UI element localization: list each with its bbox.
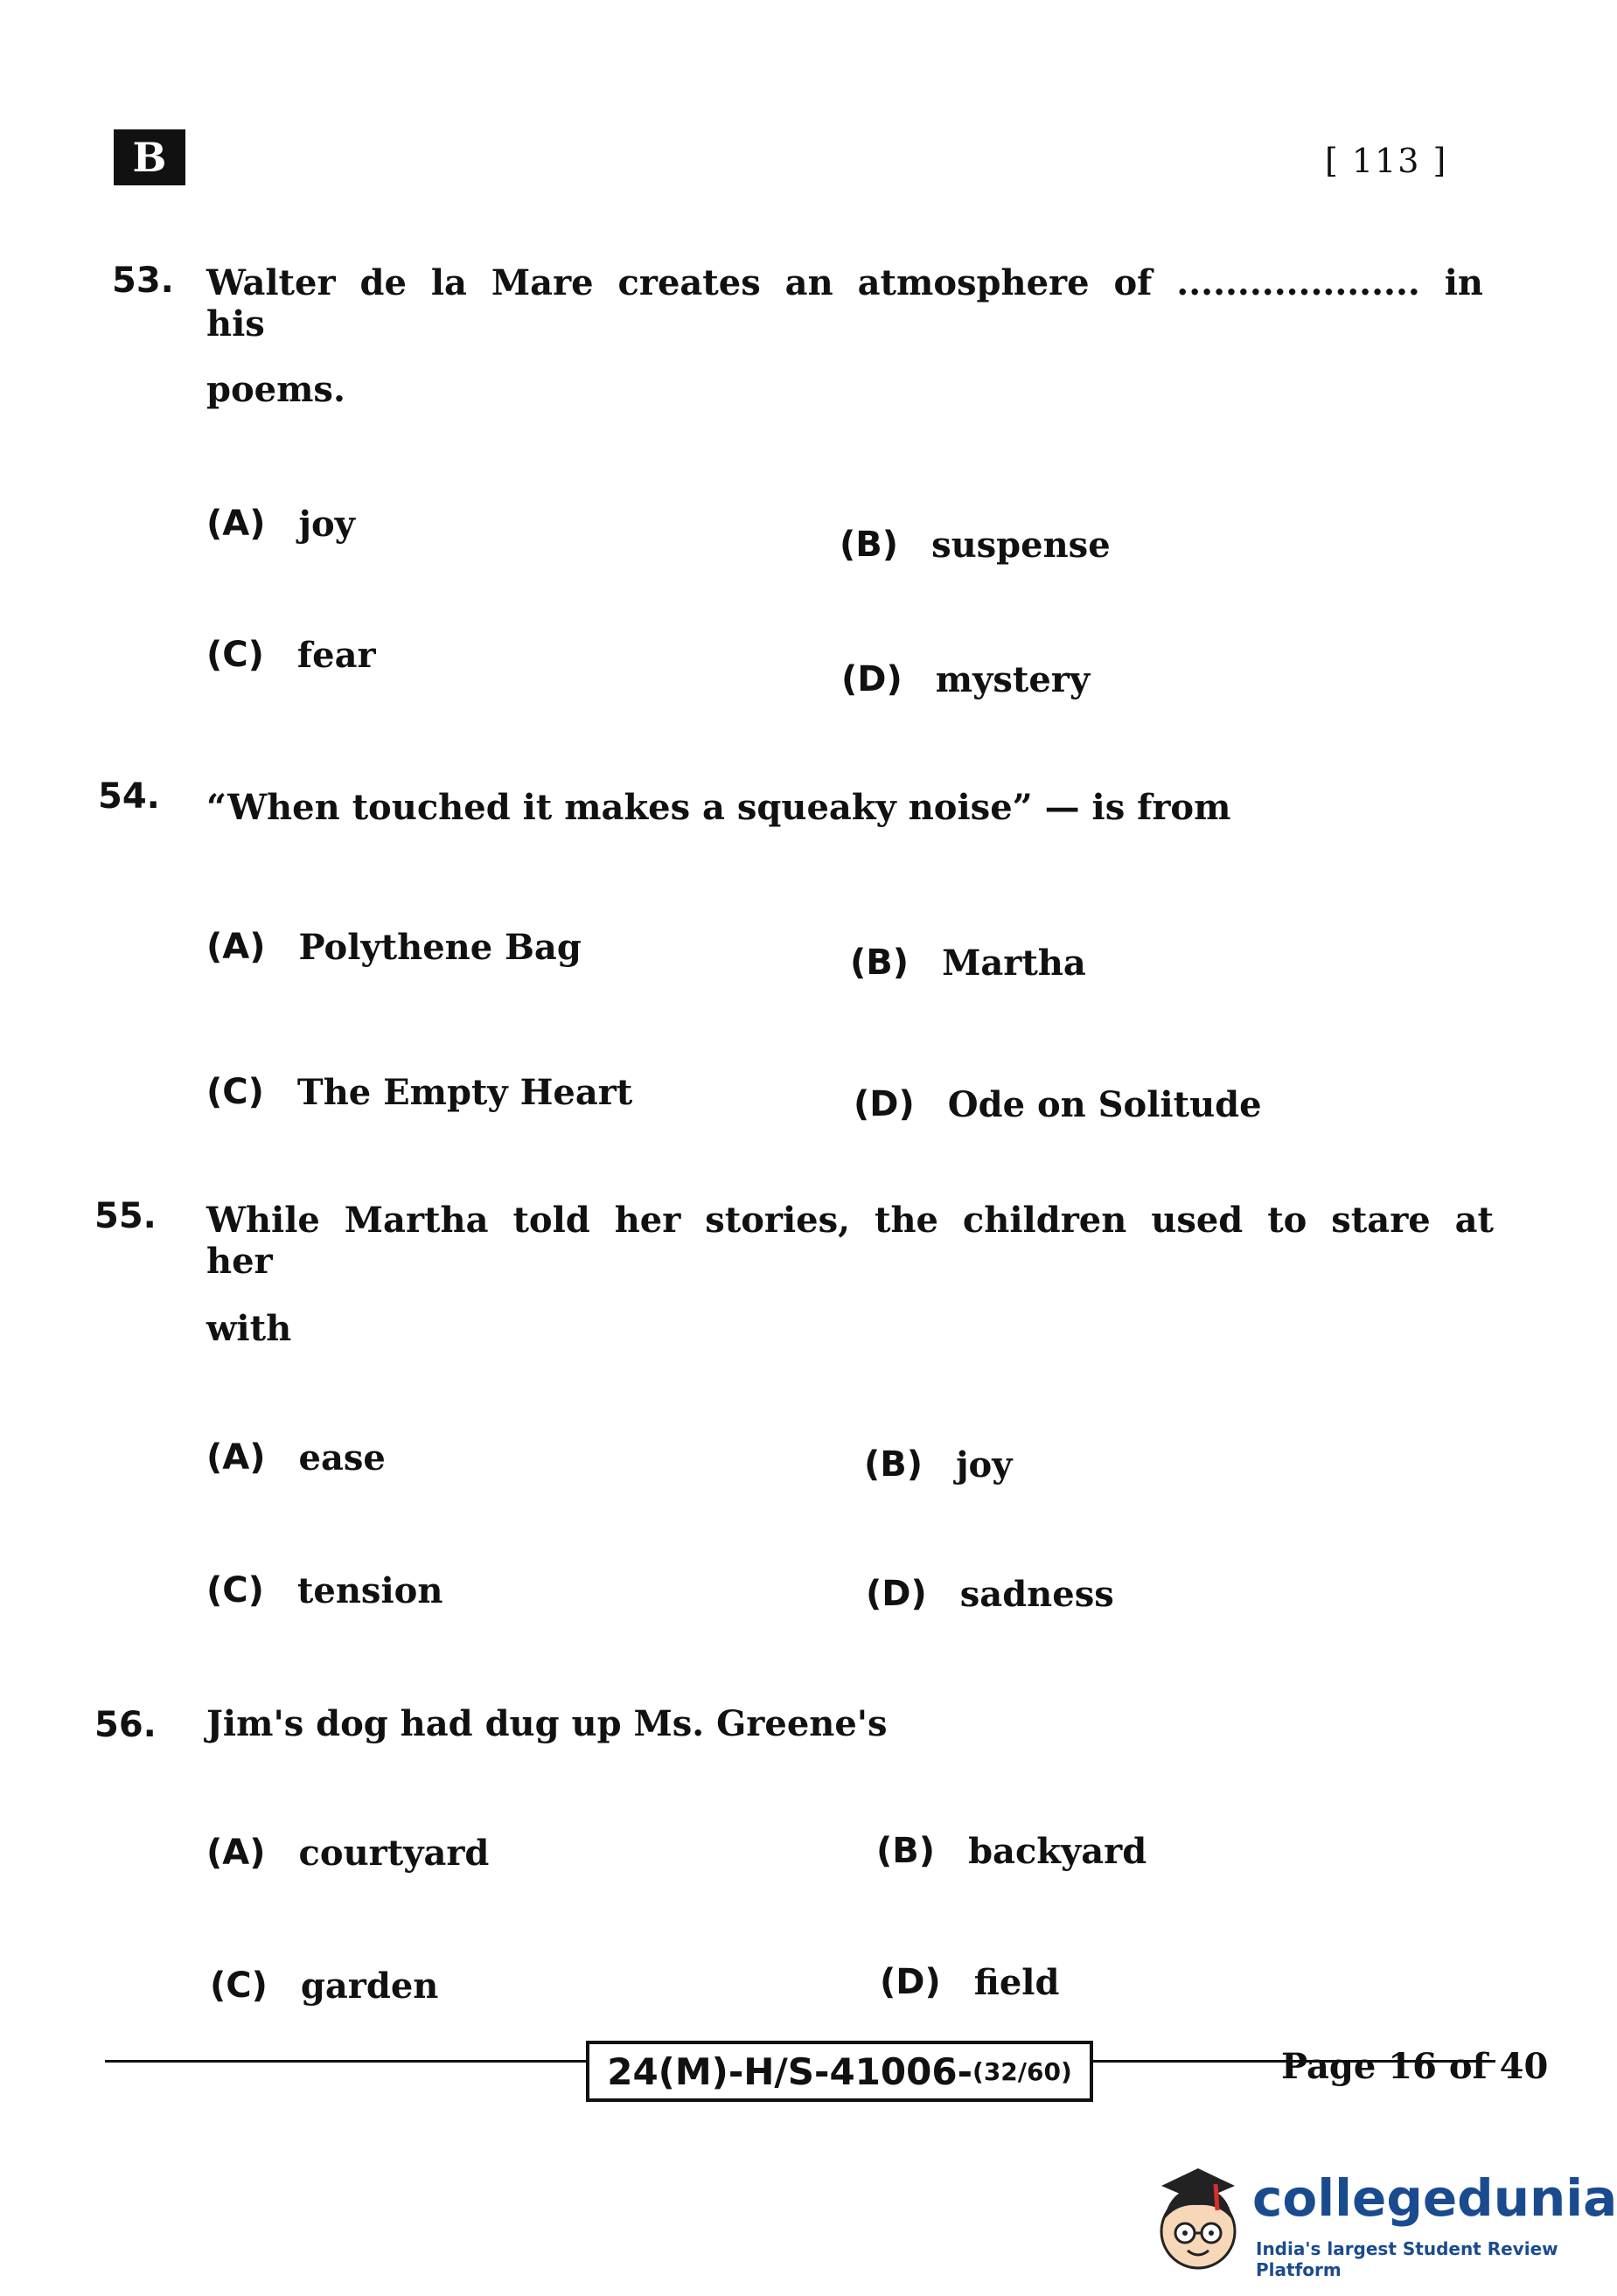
question-text: Jim's dog had dug up Ms. Greene's: [206, 1703, 888, 1744]
option-label: (D): [880, 1962, 941, 2002]
brand-tagline: India's largest Student Review Platform: [1256, 2238, 1558, 2280]
option-text: backyard: [968, 1831, 1147, 1872]
question-text: While Martha told her stories, the children used to stare at her: [206, 1200, 1495, 1282]
mascot-icon: [1146, 2160, 1251, 2282]
option-text: Ode on Solitude: [947, 1084, 1262, 1125]
question-text: “When touched it makes a squeaky noise” — is from: [206, 787, 1231, 828]
option-label: (C): [206, 1072, 264, 1112]
question-number: 54.: [98, 776, 160, 817]
option-text: courtyard: [298, 1833, 490, 1874]
option-d: [841, 659, 1090, 700]
option-a: [206, 927, 582, 968]
option-b: [840, 525, 1111, 566]
option-text: fear: [296, 635, 376, 676]
option-text: tension: [296, 1570, 443, 1611]
option-b: [876, 1831, 1147, 1872]
paper-code-box: [586, 2041, 1093, 2102]
question-text: Walter de la Mare creates an atmosphere of .................... in his: [206, 262, 1484, 344]
option-text: suspense: [931, 525, 1111, 566]
option-c: [206, 1072, 632, 1113]
option-label: (B): [840, 525, 899, 565]
option-label: (C): [206, 1570, 264, 1611]
option-label: (A): [206, 1437, 266, 1478]
question-text-continued: with: [206, 1308, 292, 1349]
option-text: ease: [298, 1437, 386, 1478]
set-badge: B: [114, 129, 185, 185]
paper-code: 24(M)-H/S-41006-: [607, 2049, 973, 2093]
question-number: 55.: [94, 1196, 157, 1236]
page-code: [ 113 ]: [1325, 142, 1448, 180]
option-label: (D): [854, 1084, 915, 1124]
option-d: [866, 1574, 1114, 1615]
option-d: [880, 1962, 1059, 2003]
option-label: (C): [210, 1966, 268, 2006]
option-label: (A): [206, 1833, 266, 1873]
option-label: (A): [206, 504, 266, 544]
option-label: (D): [866, 1574, 927, 1614]
option-a: [206, 504, 355, 545]
option-a: [206, 1833, 489, 1874]
option-text: joy: [298, 504, 355, 545]
option-text: Polythene Bag: [298, 927, 582, 968]
question-number: 56.: [94, 1705, 157, 1745]
option-b: [850, 943, 1086, 984]
option-text: sadness: [959, 1574, 1114, 1615]
option-label: (B): [850, 943, 910, 983]
option-text: joy: [956, 1444, 1013, 1485]
option-label: (A): [206, 927, 266, 967]
option-a: [206, 1437, 386, 1478]
option-c: [206, 1570, 443, 1611]
option-d: [854, 1084, 1262, 1125]
option-text: Martha: [942, 943, 1086, 984]
option-c: [210, 1966, 438, 2007]
option-label: (B): [864, 1444, 924, 1485]
option-text: mystery: [935, 659, 1091, 700]
brand-name: collegedunia: [1252, 2168, 1617, 2228]
option-text: garden: [300, 1966, 439, 2007]
page-number: Page 16 of 40: [1281, 2046, 1549, 2087]
question-number: 53.: [112, 261, 174, 301]
option-text: The Empty Heart: [296, 1072, 633, 1113]
option-text: field: [973, 1962, 1060, 2003]
paper-code-suffix: (32/60): [972, 2056, 1072, 2086]
question-text-continued: poems.: [206, 369, 345, 410]
option-label: (B): [876, 1831, 936, 1871]
option-label: (C): [206, 635, 264, 675]
option-label: (D): [841, 659, 903, 699]
option-c: [206, 635, 376, 676]
option-b: [864, 1444, 1012, 1485]
